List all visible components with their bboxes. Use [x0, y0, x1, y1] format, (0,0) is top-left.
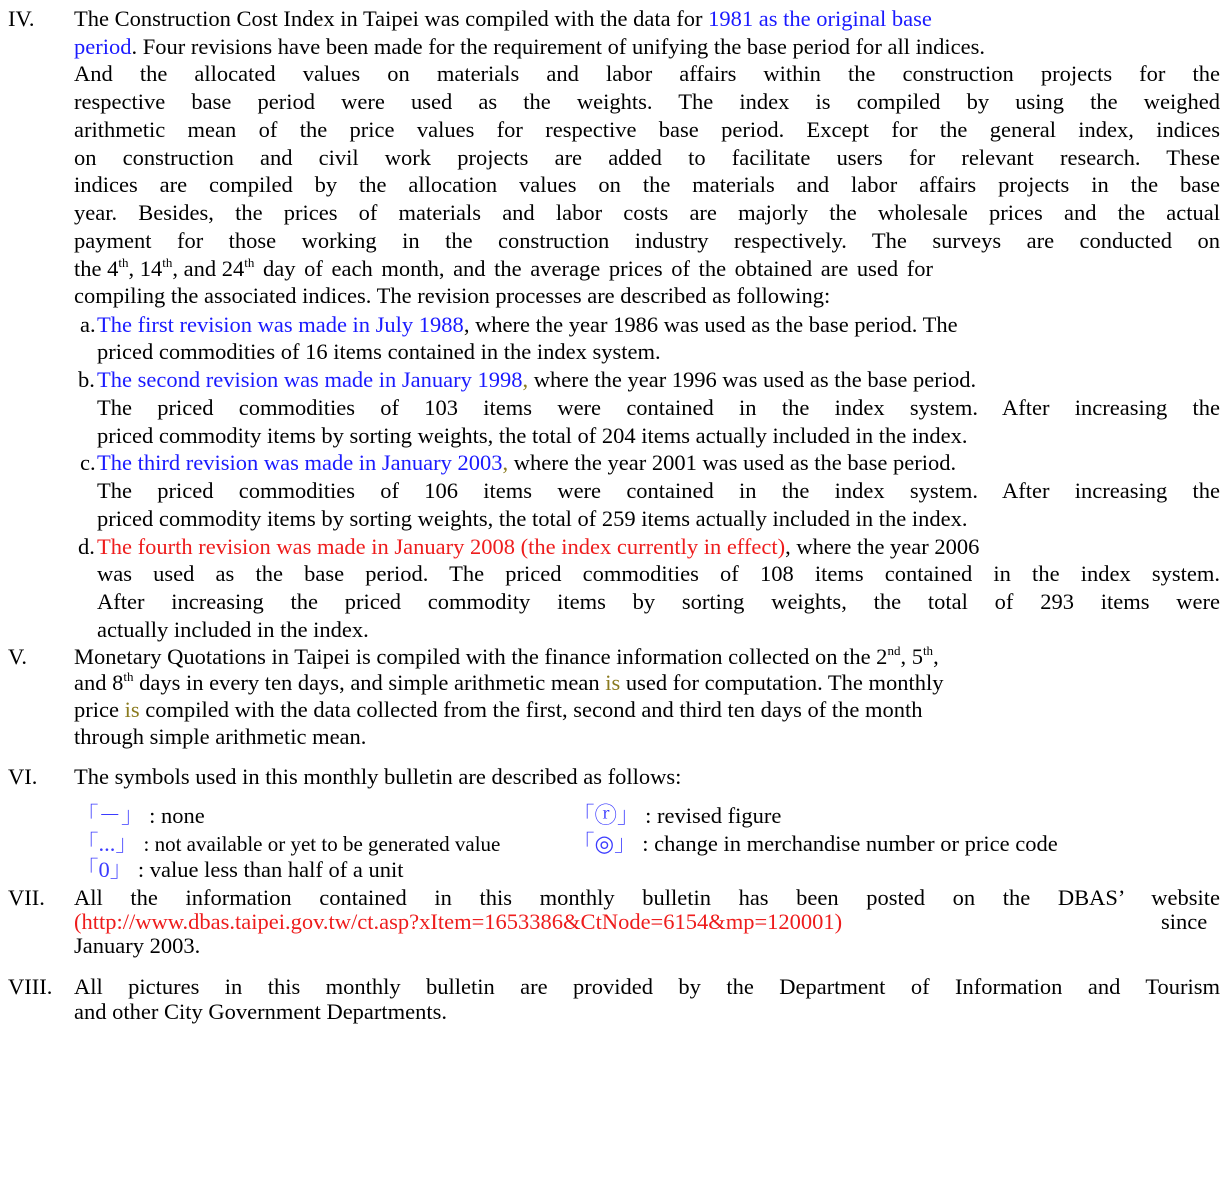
text: . Four revisions have been made for the requirement of unifying the base period for all indices.: [131, 34, 985, 59]
revision-c-label: c.: [80, 450, 96, 475]
section-vi-numeral: VI.: [8, 764, 38, 789]
ordinal: th: [922, 643, 934, 658]
text: Monetary Quotations in Taipei is compiled with the finance information collected on the 2: [74, 644, 888, 669]
section-iv-line-2: [74, 36, 985, 59]
revision-a-line-2: priced commodities of 16 items contained in the index system.: [97, 339, 661, 364]
symbol-revised: [572, 805, 781, 828]
section-vii-line-3: January 2003.: [74, 933, 201, 958]
double-circle-symbol: 「◎」: [572, 831, 637, 856]
revision-c-line-1: [97, 452, 956, 475]
section-iv-line-6: on construction and civil work projects are added to facilitate users for relevant research. These: [74, 145, 1220, 170]
revision-b-line-2: The priced commodities of 103 items were contained in the index system. After increasing the: [97, 395, 1220, 420]
base-period-highlight: 1981 as the original base: [708, 6, 932, 31]
text: and 8: [74, 670, 124, 695]
section-iv-line-7: indices are compiled by the allocation values on the materials and labor affairs projects in the base: [74, 172, 1220, 197]
dash-symbol: 「－」: [76, 803, 144, 828]
text: , where the year 2006: [785, 534, 980, 559]
text: , where the year 1986 was used as the base period. The: [463, 312, 958, 337]
revision-c-line-3: priced commodity items by sorting weights, the total of 259 items actually included in the index.: [97, 506, 968, 531]
text: , 14: [128, 256, 163, 281]
section-v-line-4: through simple arithmetic mean.: [74, 724, 367, 749]
revision-c-line-2: The priced commodities of 106 items were contained in the index system. After increasing the: [97, 478, 1220, 503]
symbol-not-available: [76, 833, 500, 856]
text: ,: [522, 367, 529, 392]
section-iv-line-8: year. Besides, the prices of materials and labor costs are majorly the wholesale prices and the actual: [74, 200, 1220, 225]
revision-d-line-3: After increasing the priced commodity items by sorting weights, the total of 293 items were: [97, 589, 1220, 614]
revision-d-line-2: was used as the base period. The priced commodities of 108 items contained in the index system.: [97, 561, 1220, 586]
revision-c-highlight: The third revision was made in January 2003: [97, 450, 503, 475]
revision-a-line-1: [97, 314, 958, 337]
ordinal: th: [123, 669, 134, 684]
symbol-change: [572, 833, 1058, 856]
text: price: [74, 697, 125, 722]
section-iv-line-4: respective base period were used as the weights. The index is compiled by using the weighed: [74, 89, 1220, 114]
revision-a-label: a.: [80, 312, 96, 337]
zero-symbol: 「0」: [76, 857, 133, 882]
symbol-none: [76, 805, 205, 828]
text: days in every ten days, and simple arithmetic mean: [133, 670, 606, 695]
section-v-line-1: [74, 643, 939, 669]
section-v-line-3: [74, 699, 923, 722]
website-link[interactable]: (http://www.dbas.taipei.gov.tw/ct.asp?xItem=1653386&CtNode=6154&mp=120001): [74, 909, 843, 934]
revision-d-label: d.: [78, 534, 95, 559]
section-iv-line-5: arithmetic mean of the price values for respective base period. Except for the general index, indices: [74, 117, 1220, 142]
ordinal: th: [162, 255, 173, 270]
text: , 5: [900, 644, 923, 669]
revision-d-highlight: The fourth revision was made in January 2008 (the index currently in effect): [97, 534, 786, 559]
text: day of each month, and the average prices of the obtained are used for: [254, 256, 933, 281]
section-iv-line-9: payment for those working in the construction industry respectively. The surveys are conducted on: [74, 228, 1220, 253]
section-vii-numeral: VII.: [8, 885, 45, 910]
text: used for computation. The monthly: [620, 670, 944, 695]
section-vii-since: since: [1161, 909, 1208, 934]
text: ,: [933, 644, 939, 669]
text: where the year 1996 was used as the base period.: [528, 367, 977, 392]
section-viii-line-1: All pictures in this monthly bulletin are provided by the Department of Information and Tourism: [74, 974, 1220, 999]
revision-b-line-3: priced commodity items by sorting weights, the total of 204 items actually included in the index.: [97, 423, 968, 448]
symbol-desc: : not available or yet to be generated value: [143, 832, 501, 856]
section-vii-line-1: All the information contained in this monthly bulletin has been posted on the DBAS’ website: [74, 885, 1220, 910]
ordinal: th: [244, 255, 255, 270]
text: ,: [502, 450, 509, 475]
text: the 4: [74, 256, 119, 281]
text: compiled with the data collected from the first, second and third ten days of the month: [139, 697, 923, 722]
symbol-desc: : revised figure: [645, 803, 782, 828]
section-vi-intro: The symbols used in this monthly bulletin are described as follows:: [74, 764, 682, 789]
symbol-zero: [76, 859, 403, 882]
revision-d-line-1: [97, 536, 979, 559]
text: where the year 2001 was used as the base period.: [508, 450, 957, 475]
section-v-line-2: [74, 669, 944, 695]
symbol-desc: : none: [149, 803, 205, 828]
base-period-highlight-cont: period: [74, 34, 132, 59]
ordinal: th: [118, 255, 129, 270]
section-viii-numeral: VIII.: [8, 974, 53, 999]
revision-b-line-1: [97, 369, 976, 392]
section-viii-line-2: and other City Government Departments.: [74, 999, 448, 1024]
symbol-desc: : change in merchandise number or price code: [642, 831, 1058, 856]
text: The Construction Cost Index in Taipei was compiled with the data for: [74, 6, 709, 31]
section-iv-line-3: And the allocated values on materials and labor affairs within the construction projects for the: [74, 61, 1220, 86]
ellipsis-symbol: 「...」: [76, 831, 138, 856]
ordinal: nd: [887, 643, 901, 658]
section-iv-line-10: [74, 255, 933, 281]
revised-symbol: 「ⓡ」: [572, 803, 640, 828]
revision-d-line-4: actually included in the index.: [97, 617, 369, 642]
text: , and 24: [172, 256, 245, 281]
section-iv-line-1: [74, 8, 932, 31]
section-iv-line-11: compiling the associated indices. The revision processes are described as following:: [74, 283, 831, 308]
section-v-numeral: V.: [8, 644, 27, 669]
symbol-desc: : value less than half of a unit: [137, 857, 404, 882]
revision-a-highlight: The first revision was made in July 1988: [97, 312, 464, 337]
revision-b-label: b.: [78, 367, 95, 392]
revision-b-highlight: The second revision was made in January 1998: [97, 367, 523, 392]
text: is: [124, 697, 140, 722]
section-iv-numeral: IV.: [8, 6, 35, 31]
text: is: [605, 670, 621, 695]
